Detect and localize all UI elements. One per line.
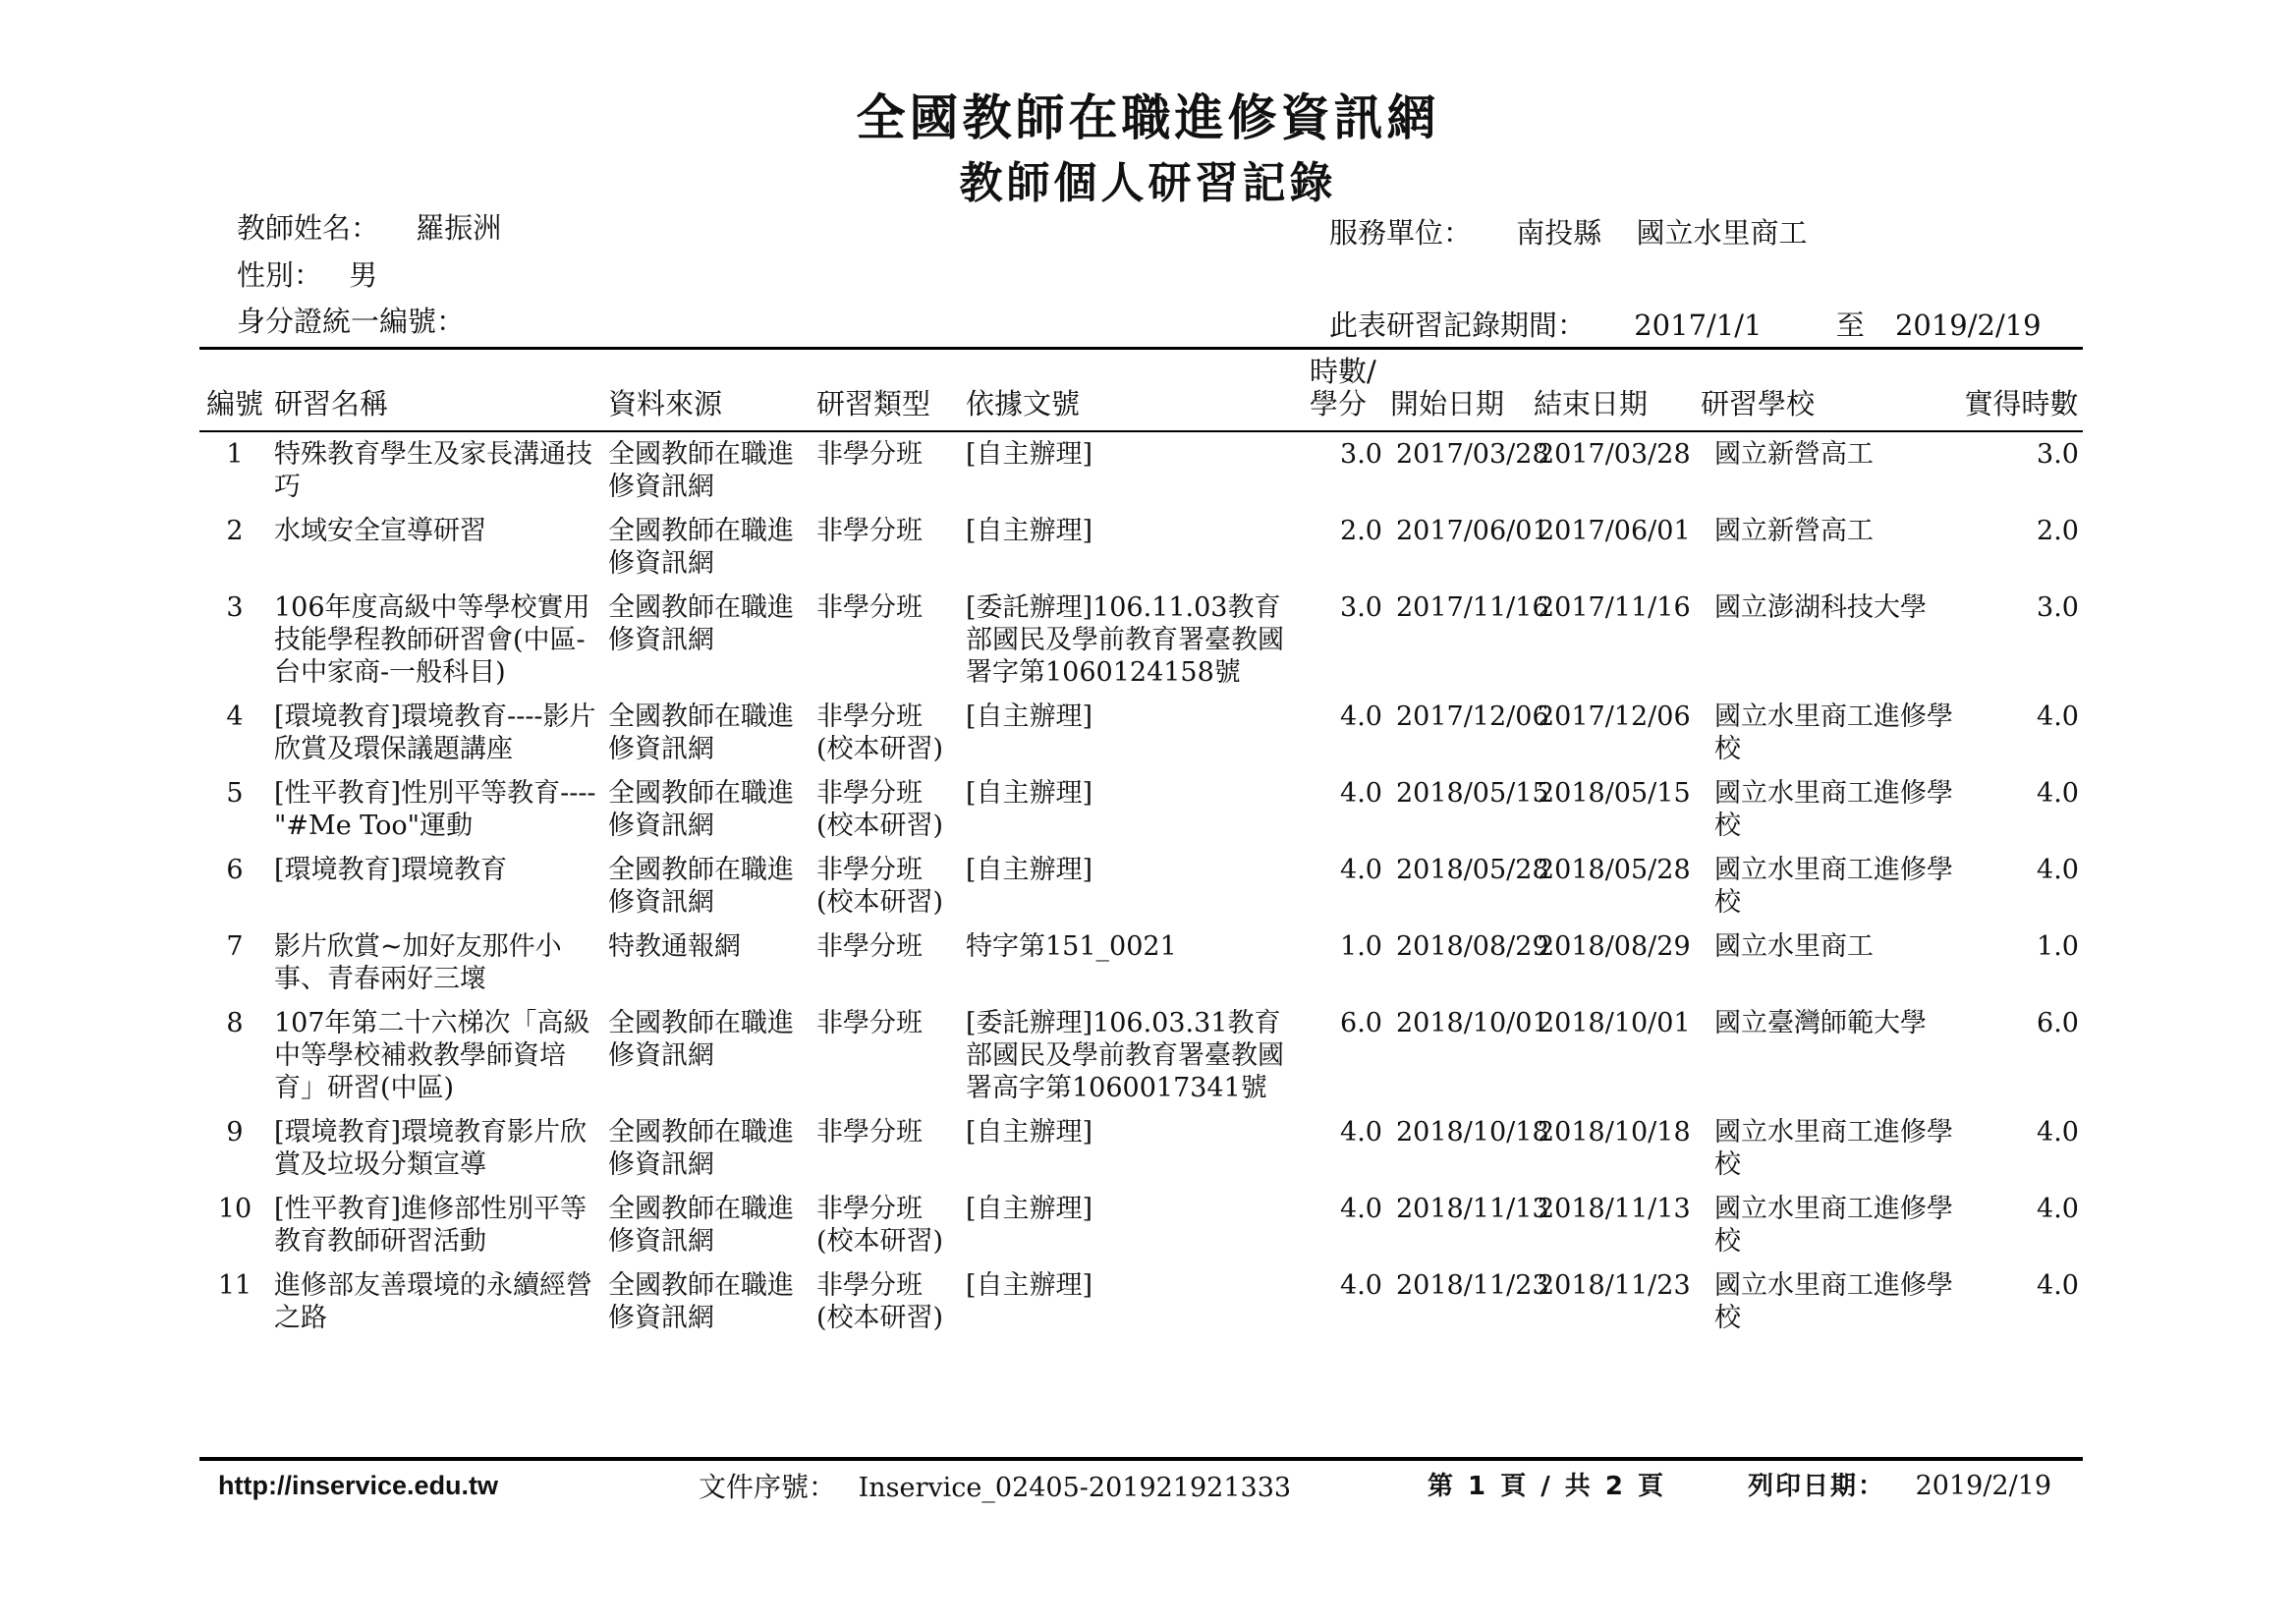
cell-type: 非學分班(校本研習) (816, 1194, 944, 1257)
print-date-label: 列印日期： (1748, 1472, 1886, 1501)
cell-school: 國立水里商工進修學校 (1714, 1194, 1953, 1257)
table-row (199, 924, 2083, 1001)
cell-school: 國立水里商工進修學校 (1714, 701, 1953, 764)
period-separator: 至 (1835, 308, 1865, 342)
unit-row (1329, 211, 1807, 252)
cell-hours: 4.0 (1340, 1194, 1382, 1224)
cell-hours: 6.0 (1340, 1008, 1382, 1038)
table-body (199, 431, 2083, 1340)
cell-school: 國立水里商工進修學校 (1714, 1117, 1953, 1180)
cell-ref: [自主辦理] (966, 1194, 1093, 1224)
table-row (199, 586, 2083, 695)
id-label: 身分證統一編號： (237, 305, 466, 338)
cell-end: 2017/12/06 (1538, 701, 1691, 732)
print-date-value: 2019/2/19 (1915, 1471, 2052, 1501)
cell-ref: [委託辦理]106.03.31教育部國民及學前教育署臺教國署高字第1060017341號 (966, 1008, 1284, 1103)
cell-source: 特教通報網 (608, 931, 741, 962)
table-row (199, 695, 2083, 771)
cell-school: 國立水里商工進修學校 (1714, 1270, 1953, 1333)
unit-school: 國立水里商工 (1636, 216, 1808, 250)
cell-school: 國立水里商工進修學校 (1714, 778, 1953, 841)
cell-no: 4 (226, 701, 244, 732)
cell-end: 2017/06/01 (1538, 516, 1691, 546)
cell-no: 1 (226, 439, 244, 470)
cell-no: 6 (226, 855, 244, 885)
cell-ref: [自主辦理] (966, 701, 1093, 732)
page-info: 第 1 頁 / 共 2 頁 (1428, 1472, 1666, 1501)
cell-ref: [自主辦理] (966, 439, 1093, 470)
cell-name: [性平教育]性別平等教育----"#Me Too"運動 (274, 778, 596, 841)
period-label: 此表研習記錄期間： (1329, 308, 1587, 342)
cell-hours: 4.0 (1340, 1270, 1382, 1301)
cell-source: 全國教師在職進修資訊網 (608, 1270, 794, 1333)
col-header-school: 研習學校 (1697, 350, 1960, 431)
col-header-end: 結束日期 (1530, 350, 1697, 431)
document-title: 教師個人研習記錄 (959, 158, 1337, 208)
cell-hours: 4.0 (1340, 1117, 1382, 1148)
col-header-actual: 實得時數 (1960, 350, 2083, 431)
cell-end: 2017/11/16 (1538, 592, 1691, 623)
footer-rule (199, 1457, 2083, 1461)
cell-name: 影片欣賞~加好友那件小事、青春兩好三壞 (274, 931, 562, 994)
col-header-name: 研習名稱 (270, 350, 604, 431)
cell-type: 非學分班 (816, 592, 923, 623)
cell-ref: [自主辦理] (966, 516, 1093, 546)
cell-hours: 1.0 (1340, 931, 1382, 962)
col-header-source: 資料來源 (604, 350, 812, 431)
teacher-name-value: 羅振洲 (416, 211, 502, 245)
cell-type: 非學分班(校本研習) (816, 1270, 944, 1333)
unit-label: 服務單位： (1329, 216, 1473, 250)
cell-end: 2018/10/18 (1538, 1117, 1691, 1148)
training-record-table (199, 350, 2083, 1340)
doc-number-row (699, 1466, 1291, 1505)
cell-end: 2018/11/23 (1538, 1270, 1691, 1301)
cell-name: 特殊教育學生及家長溝通技巧 (274, 439, 592, 502)
cell-name: [環境教育]環境教育影片欣賞及垃圾分類宣導 (274, 1117, 588, 1180)
cell-ref: [自主辦理] (966, 1117, 1093, 1148)
cell-hours: 3.0 (1340, 439, 1382, 470)
col-header-hours: 時數/學分 (1306, 350, 1386, 431)
cell-name: [環境教育]環境教育 (274, 855, 508, 885)
cell-hours: 4.0 (1340, 855, 1382, 885)
cell-source: 全國教師在職進修資訊網 (608, 516, 794, 579)
cell-actual: 3.0 (2037, 592, 2079, 623)
cell-ref: [委託辦理]106.11.03教育部國民及學前教育署臺教國署字第1060124158號 (966, 592, 1284, 688)
cell-name: 106年度高級中等學校實用技能學程教師研習會(中區-台中家商-一般科目) (274, 592, 590, 688)
cell-end: 2018/05/28 (1538, 855, 1691, 885)
gender-label: 性別： (237, 258, 323, 292)
cell-school: 國立澎湖科技大學 (1714, 592, 1927, 623)
cell-no: 2 (226, 516, 244, 546)
table-row (199, 1263, 2083, 1340)
cell-school: 國立水里商工進修學校 (1714, 855, 1953, 918)
table-header-row (199, 350, 2083, 431)
col-header-no: 編號 (199, 350, 270, 431)
col-header-type: 研習類型 (812, 350, 962, 431)
cell-no: 9 (226, 1117, 244, 1148)
doc-number-value: Inservice_02405-201921921333 (858, 1473, 1292, 1503)
gender-row (237, 253, 377, 294)
cell-end: 2017/03/28 (1538, 439, 1691, 470)
cell-ref: [自主辦理] (966, 778, 1093, 809)
cell-name: 進修部友善環境的永續經營之路 (274, 1270, 592, 1333)
cell-source: 全國教師在職進修資訊網 (608, 1194, 794, 1257)
cell-school: 國立新營高工 (1714, 516, 1874, 546)
cell-type: 非學分班(校本研習) (816, 778, 944, 841)
cell-start: 2018/11/13 (1396, 1194, 1549, 1224)
cell-source: 全國教師在職進修資訊網 (608, 592, 794, 655)
cell-source: 全國教師在職進修資訊網 (608, 701, 794, 764)
cell-no: 8 (226, 1008, 244, 1038)
id-row (237, 300, 465, 340)
period-end: 2019/2/19 (1894, 308, 2042, 342)
cell-ref: [自主辦理] (966, 1270, 1093, 1301)
period-start: 2017/1/1 (1634, 308, 1763, 342)
col-header-start: 開始日期 (1386, 350, 1530, 431)
cell-no: 11 (217, 1270, 252, 1301)
cell-source: 全國教師在職進修資訊網 (608, 439, 794, 502)
cell-ref: [自主辦理] (966, 855, 1093, 885)
cell-hours: 2.0 (1340, 516, 1382, 546)
gender-value: 男 (349, 258, 378, 292)
cell-type: 非學分班 (816, 931, 923, 962)
cell-no: 10 (217, 1194, 252, 1224)
cell-actual: 6.0 (2037, 1008, 2079, 1038)
table-row (199, 1001, 2083, 1110)
cell-end: 2018/10/01 (1538, 1008, 1691, 1038)
cell-name: 水域安全宣導研習 (274, 516, 486, 546)
col-header-ref: 依據文號 (962, 350, 1306, 431)
cell-start: 2017/11/16 (1396, 592, 1549, 623)
table-row (199, 1110, 2083, 1187)
cell-type: 非學分班 (816, 516, 923, 546)
teacher-name-row (237, 206, 501, 247)
cell-name: 107年第二十六梯次「高級中等學校補救教學師資培育」研習(中區) (274, 1008, 590, 1103)
cell-end: 2018/11/13 (1538, 1194, 1691, 1224)
cell-start: 2017/12/06 (1396, 701, 1549, 732)
site-title: 全國教師在職進修資訊網 (856, 88, 1440, 146)
table-row (199, 1187, 2083, 1263)
cell-start: 2017/03/28 (1396, 439, 1549, 470)
cell-type: 非學分班 (816, 1008, 923, 1038)
cell-actual: 4.0 (2037, 1117, 2079, 1148)
cell-actual: 4.0 (2037, 1270, 2079, 1301)
cell-source: 全國教師在職進修資訊網 (608, 1117, 794, 1180)
cell-actual: 4.0 (2037, 855, 2079, 885)
cell-hours: 4.0 (1340, 778, 1382, 809)
cell-name: [性平教育]進修部性別平等教育教師研習活動 (274, 1194, 588, 1257)
cell-school: 國立新營高工 (1714, 439, 1874, 470)
cell-school: 國立臺灣師範大學 (1714, 1008, 1927, 1038)
cell-name: [環境教育]環境教育----影片欣賞及環保議題講座 (274, 701, 596, 764)
cell-end: 2018/05/15 (1538, 778, 1691, 809)
cell-actual: 4.0 (2037, 1194, 2079, 1224)
cell-actual: 2.0 (2037, 516, 2079, 546)
cell-actual: 4.0 (2037, 778, 2079, 809)
table-row (199, 509, 2083, 586)
period-row (1329, 304, 2042, 344)
cell-start: 2018/11/23 (1396, 1270, 1549, 1301)
print-date-row (1748, 1466, 2051, 1502)
table-row (199, 848, 2083, 924)
cell-type: 非學分班 (816, 1117, 923, 1148)
site-url: http://inservice.edu.tw (218, 1471, 499, 1500)
table-row (199, 431, 2083, 509)
cell-hours: 3.0 (1340, 592, 1382, 623)
cell-start: 2018/05/28 (1396, 855, 1549, 885)
cell-actual: 4.0 (2037, 701, 2079, 732)
doc-number-label: 文件序號： (699, 1471, 837, 1503)
cell-ref: 特字第151_0021 (966, 931, 1177, 962)
unit-county: 南投縣 (1516, 216, 1602, 250)
cell-no: 5 (226, 778, 244, 809)
cell-source: 全國教師在職進修資訊網 (608, 778, 794, 841)
cell-no: 7 (226, 931, 244, 962)
cell-end: 2018/08/29 (1538, 931, 1691, 962)
cell-type: 非學分班(校本研習) (816, 855, 944, 918)
cell-no: 3 (226, 592, 244, 623)
table-row (199, 771, 2083, 848)
cell-start: 2018/10/01 (1396, 1008, 1549, 1038)
cell-start: 2018/05/15 (1396, 778, 1549, 809)
cell-type: 非學分班 (816, 439, 923, 470)
teacher-name-label: 教師姓名： (237, 211, 380, 245)
cell-start: 2018/10/18 (1396, 1117, 1549, 1148)
cell-actual: 1.0 (2037, 931, 2079, 962)
cell-start: 2017/06/01 (1396, 516, 1549, 546)
cell-hours: 4.0 (1340, 701, 1382, 732)
cell-source: 全國教師在職進修資訊網 (608, 855, 794, 918)
cell-start: 2018/08/29 (1396, 931, 1549, 962)
cell-type: 非學分班(校本研習) (816, 701, 944, 764)
cell-school: 國立水里商工 (1714, 931, 1874, 962)
cell-actual: 3.0 (2037, 439, 2079, 470)
cell-source: 全國教師在職進修資訊網 (608, 1008, 794, 1071)
